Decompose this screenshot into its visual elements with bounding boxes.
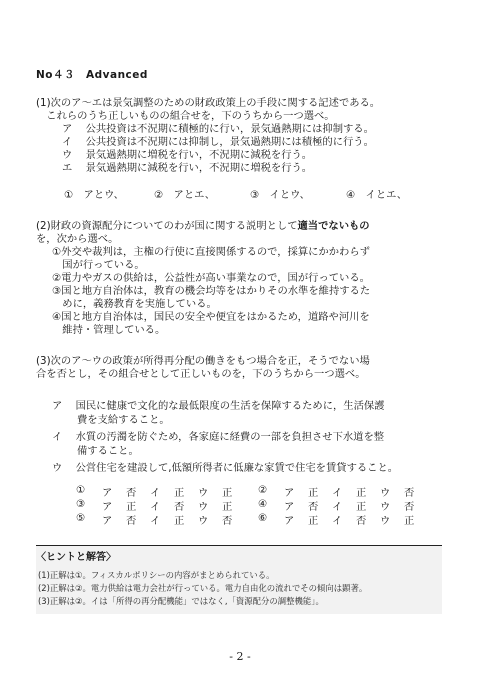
q3-item-a-line-1 xyxy=(52,400,384,413)
q1-item-a xyxy=(62,123,374,136)
q3-option-cell: 否 xyxy=(222,515,233,527)
q3-option-cell: 否 xyxy=(308,501,319,513)
q3-option-cell: 否 xyxy=(126,515,137,527)
q1-choice-3[interactable]: ③ イとウ、 xyxy=(250,189,310,201)
q3-option-cell: 正 xyxy=(222,487,233,499)
q3-stem-line-1: (3)次のア～ウの政策が所得再分配の働きをもつ場合を正，そうでない場 xyxy=(36,355,370,367)
q3-option-cell: 正 xyxy=(308,487,319,499)
q3-option-cell: 否 xyxy=(356,515,367,527)
q1-choice-4[interactable]: ④ イとエ、 xyxy=(346,189,408,201)
q1-answer-choices xyxy=(0,189,480,203)
q2-stem-line-2: を，次から選べ。 xyxy=(36,233,119,245)
q2-item-3-line-1: ③国と地方自治体は，教育の機会均等をはかりその水準を維持するた xyxy=(52,285,371,297)
q3-option-cell: イ xyxy=(150,501,161,513)
q3-option-cell: 正 xyxy=(126,501,137,513)
q1-item-mark: ア xyxy=(62,123,73,135)
q3-item-i-line-2: 備すること。 xyxy=(77,445,139,457)
q2-item-1-line-1: ①外交や裁判は，主権の行使に直接関係するので，採算にかかわらず xyxy=(52,246,370,258)
q2-item-1-line-2: 国が行っている。 xyxy=(52,259,145,271)
q2-item-3-line-2: めに，義務教育を実施している。 xyxy=(52,298,217,310)
q3-option-cell: イ xyxy=(150,487,161,499)
page-number: - 2 - xyxy=(229,650,251,663)
q3-option-cell: 正 xyxy=(222,501,233,513)
q1-stem-line-2: これらのうち正しいものの組合せを，下のうちから一つ選べ。 xyxy=(36,110,335,122)
q3-item-text: 国民に健康で文化的な最低限度の生活を保障するために，生活保護 xyxy=(75,400,385,412)
q1-choice-1[interactable]: ① アとウ、 xyxy=(64,189,124,201)
q3-option-cell: 正 xyxy=(356,501,367,513)
q3-option-cell: 否 xyxy=(404,487,415,499)
q3-option-cell: ア xyxy=(284,487,295,499)
q3-option-cell: ウ xyxy=(198,515,209,527)
q3-option-cell: ウ xyxy=(380,515,391,527)
q3-option-cell: ウ xyxy=(380,487,391,499)
q3-item-mark: ウ xyxy=(52,462,63,474)
hint-line-2: (2)正解は②。電力供給は電力会社が行っている。電力自由化の流れでその傾向は顕著。 xyxy=(38,583,368,593)
q3-option-6-number[interactable]: ⑥ xyxy=(258,512,268,524)
q1-item-e xyxy=(62,162,312,175)
q3-option-cell: ア xyxy=(102,515,113,527)
q1-choice-2[interactable]: ② アとエ、 xyxy=(154,189,216,201)
q1-item-mark: ウ xyxy=(62,149,73,161)
q3-option-cell: 否 xyxy=(404,501,415,513)
q3-option-cell: 正 xyxy=(174,515,185,527)
q3-option-5-number[interactable]: ⑤ xyxy=(76,512,86,524)
q1-item-mark: イ xyxy=(62,136,73,148)
q1-item-text: 景気過熱期に増税を行い，不況期に減税を行う。 xyxy=(85,149,313,161)
q3-option-cell: ア xyxy=(284,515,295,527)
q3-item-u-line-1 xyxy=(52,462,398,475)
q3-item-mark: ア xyxy=(52,400,63,412)
q3-item-mark: イ xyxy=(52,431,63,443)
q3-option-3-number[interactable]: ③ xyxy=(76,498,86,510)
q3-option-cell: ウ xyxy=(198,487,209,499)
q3-option-cell: ア xyxy=(284,501,295,513)
problem-number: No４３ Advanced xyxy=(36,69,148,81)
q3-item-a-line-2: 費を支給すること。 xyxy=(77,414,170,426)
q3-option-cell: 正 xyxy=(404,515,415,527)
q3-option-cell: ウ xyxy=(380,501,391,513)
q1-item-text: 公共投資は不況期に積極的に行い，景気過熱期には抑制する。 xyxy=(85,123,374,135)
q3-option-cell: 否 xyxy=(174,501,185,513)
q2-item-2-line-1: ②電力やガスの供給は，公益性が高い事業なので，国が行っている。 xyxy=(52,272,370,284)
q1-item-u xyxy=(62,149,312,162)
q3-option-cell: ア xyxy=(102,501,113,513)
q3-option-cell: 否 xyxy=(126,487,137,499)
q2-stem-line-1 xyxy=(36,220,370,233)
q1-stem-line-1: (1)次のア～エは景気調整のための財政政策上の手段に関する記述である。 xyxy=(36,97,381,109)
q3-answer-options xyxy=(0,484,480,528)
q3-option-cell: 正 xyxy=(174,487,185,499)
q1-item-i xyxy=(62,136,374,149)
hint-line-1: (1)正解は①。フィスカルポリシーの内容がまとめられている。 xyxy=(38,570,275,580)
q3-option-4-number[interactable]: ④ xyxy=(258,498,268,510)
hint-line-3: (3)正解は②。イは「所得の再分配機能」ではなく,「資源配分の調整機能」。 xyxy=(38,596,324,606)
q3-option-cell: 正 xyxy=(356,487,367,499)
q3-option-2-number[interactable]: ② xyxy=(258,484,268,496)
q3-stem-line-2: 合を否とし，その組合せとして正しいものを，下のうちから一つ選べ。 xyxy=(36,368,366,380)
hint-title: 〈ヒントと解答〉 xyxy=(36,552,116,563)
q3-item-text: 水質の汚濁を防ぐため，各家庭に経費の一部を負担させ下水道を整 xyxy=(75,431,385,443)
q1-item-text: 景気過熱期に減税を行い，不況期に増税を行う。 xyxy=(85,162,313,174)
q2-stem-emphasis: 適当でないもの xyxy=(297,220,370,232)
q2-item-4-line-2: 維持・管理している。 xyxy=(52,324,166,336)
q3-item-i-line-1 xyxy=(52,431,384,444)
q3-option-cell: イ xyxy=(332,487,343,499)
q3-option-cell: ア xyxy=(102,487,113,499)
q1-item-mark: エ xyxy=(62,162,73,174)
q3-option-cell: イ xyxy=(332,501,343,513)
q3-option-cell: イ xyxy=(332,515,343,527)
q1-item-text: 公共投資は不況期には抑制し，景気過熱期には積極的に行う。 xyxy=(85,136,374,148)
q2-item-4-line-1: ④国と地方自治体は，国民の安全や便宜をはかるため，道路や河川を xyxy=(52,311,370,323)
q3-item-text: 公営住宅を建設して,低額所得者に低廉な家賃で住宅を賃貸すること。 xyxy=(75,462,399,474)
q3-option-1-number[interactable]: ① xyxy=(76,484,86,496)
q3-option-cell: 正 xyxy=(308,515,319,527)
q3-option-cell: ウ xyxy=(198,501,209,513)
q2-stem-text: (2)財政の資源配分についてのわが国に関する説明として xyxy=(36,220,298,232)
q3-option-cell: イ xyxy=(150,515,161,527)
